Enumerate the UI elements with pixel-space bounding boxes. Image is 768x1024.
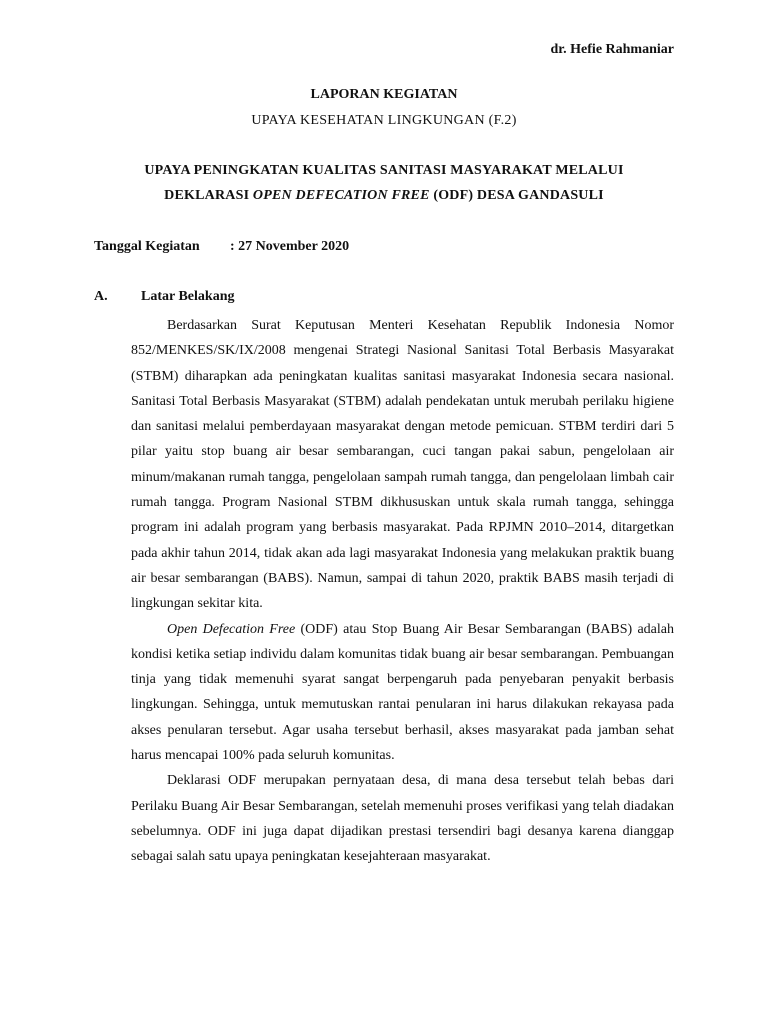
report-subtitle: UPAYA KESEHATAN LINGKUNGAN (F.2) (251, 113, 517, 128)
paragraph-2 (131, 617, 674, 769)
paragraph-2-rest: (ODF) atau Stop Buang Air Besar Sembarangan (BABS) adalah kondisi ketika setiap individu dalam komunitas tidak buang air besar sembarangan. Pembuangan tinja yang tidak memenuhi syarat sangat berpengaruh pada penyebaran penyakit berbasis lingkungan. Sehingga, untuk memutuskan rantai penularan ini harus dilakukan rekayasa pada akses penularan tersebut. Agar usaha tersebut berhasil, akses masyarakat pada jamban sehat harus mencapai 100% pada seluruh komunitas. (131, 621, 674, 764)
activity-date-label: Tanggal Kegiatan (94, 239, 200, 254)
topic-line2-prefix: DEKLARASI (164, 188, 253, 203)
activity-date-value: : 27 November 2020 (230, 239, 350, 254)
topic-title-line-2 (0, 188, 768, 204)
topic-title-line-1: UPAYA PENINGKATAN KUALITAS SANITASI MASYARAKAT MELALUI (144, 163, 624, 178)
paragraph-2-italic: Open Defecation Free (167, 621, 296, 637)
topic-line2-italic: OPEN DEFECATION FREE (252, 188, 430, 203)
paragraph-1: Berdasarkan Surat Keputusan Menteri Kesehatan Republik Indonesia Nomor 852/MENKES/SK/IX/2008 mengenai Strategi Nasional Sanitasi Total Berbasis Masyarakat (STBM) diharapkan ada peningkatan kualitas sanitasi masyarakat Indonesia secara nasional. Sanitasi Total Berbasis Masyarakat (STBM) adalah pendekatan untuk merubah perilaku higiene dan sanitasi melalui pemberdayaan masyarakat dengan metode pemicuan. STBM terdiri dari 5 pilar yaitu stop buang air besar sembarangan, cuci tangan pakai sabun, pengelolaan air minum/makanan rumah tangga, pengelolaan sampah rumah tangga, dan pengelolaan limbah cair rumah tangga. Program Nasional STBM dikhususkan untuk skala rumah tangga, sehingga program ini adalah program yang berbasis masyarakat. Pada RPJMN 2010–2014, ditargetkan pada akhir tahun 2014, tidak akan ada lagi masyarakat Indonesia yang melakukan praktik buang air besar sembarangan (BABS). Namun, sampai di tahun 2020, praktik BABS masih terjadi di lingkungan sekitar kita. (131, 318, 674, 612)
section-title: Latar Belakang (141, 289, 235, 304)
author-name: dr. Hefie Rahmaniar (550, 42, 674, 57)
report-title: LAPORAN KEGIATAN (310, 87, 458, 102)
activity-date-row (94, 239, 349, 255)
section-body (131, 313, 674, 870)
paragraph-3: Deklarasi ODF merupakan pernyataan desa, di mana desa tersebut telah bebas dari Perilaku Buang Air Besar Sembarangan, setelah memenuhi proses verifikasi yang telah diadakan sebelumnya. ODF ini juga dapat dijadikan prestasi tersendiri bagi desanya karena dianggap sebagai salah satu upaya peningkatan kesejahteraan masyarakat. (131, 773, 674, 865)
section-heading (94, 289, 234, 305)
topic-line2-suffix: (ODF) DESA GANDASULI (429, 188, 604, 203)
section-letter: A. (94, 289, 108, 304)
